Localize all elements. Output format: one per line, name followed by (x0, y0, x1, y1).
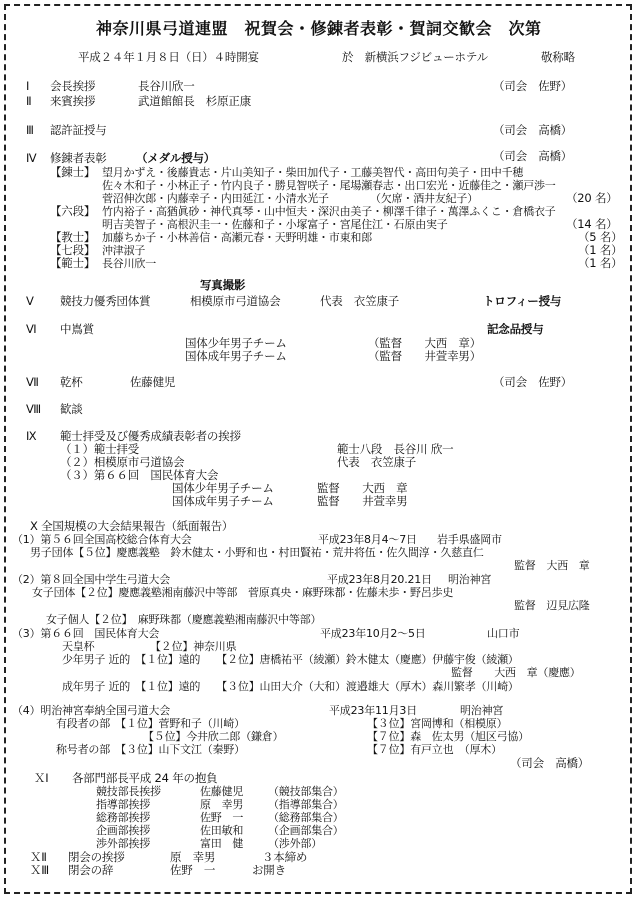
count: （1 名） (578, 243, 623, 257)
dept-role: 総務部挨拶 (96, 811, 150, 824)
event-venue: 於 新横浜フジビューホテル (342, 50, 488, 64)
result-place: 山口市 (487, 627, 520, 640)
dept-name: 富田 健 (200, 837, 244, 850)
section-num: Ⅴ (26, 294, 34, 308)
count: （14 名） (566, 217, 618, 231)
result-title: （1）第５６回全国高校総合体育大会 (12, 533, 192, 546)
section-num: Ⅲ (26, 123, 34, 137)
award-type: トロフィー授与 (483, 294, 562, 308)
section-num: Ⅶ (26, 375, 39, 389)
awardee-list: 菅沼伸次郎・内藤幸子・内田延江・小清水光子 (102, 192, 329, 205)
section-label: 来賓挨拶 (50, 94, 96, 108)
result-line: 女子団体【２位】慶應義塾湘南藤沢中等部 菅原真央・麻野珠都・佐藤未歩・野呂歩史 (32, 586, 454, 599)
section-label: 修錬者表彰 (50, 151, 107, 165)
section-num: Ⅱ (26, 94, 32, 108)
result-coach: 監督 辺見広隆 (514, 599, 590, 612)
page-title: 神奈川県弓道連盟 祝賀会・修錬者表彰・賀詞交歓会 次第 (96, 19, 542, 38)
result-line: 【７位】森 佐太男（旭区弓協） (367, 730, 529, 743)
result-line: 【５位】今井欣二郎（鎌倉） (143, 730, 284, 743)
section-num: Ⅵ (26, 322, 37, 336)
sub-item: （２）相模原市弓道協会 (60, 455, 185, 469)
count: （5 名） (578, 230, 623, 244)
speaker-name: 佐野 一 (170, 863, 216, 877)
mc-note: （司会 高橋） (510, 756, 590, 770)
team-coach: 監督 井萱幸男 (317, 494, 408, 508)
result-place: 明治神宮 (460, 704, 504, 717)
sub-item-right: 代表 衣笠康子 (337, 455, 417, 469)
awardee-list: 佐々木和子・小林正子・竹内良子・勝見智咲子・尾場瀬春志・出口宏光・近藤佳之・瀬戸渉一 (102, 179, 556, 192)
section-num: Ⅸ (26, 429, 37, 443)
result-line: 【７位】有戸立也 （厚木） (367, 743, 502, 756)
section-num: Ⅰ (26, 79, 30, 93)
dept-role: 企画部挨拶 (96, 824, 150, 837)
team-coach: （監督 井萱幸男） (368, 349, 481, 363)
section-num: ＸⅢ (30, 863, 50, 877)
section-label: 認許証授与 (50, 123, 107, 137)
rank-tag: 【七段】 (50, 243, 96, 257)
section-label: 閉会の挨拶 (68, 850, 125, 864)
section-heading: Ⅹ 全国規模の大会結果報告（紙面報告） (30, 519, 234, 533)
mc-note: （司会 佐野） (493, 375, 573, 389)
absent-note: （欠席・酒井友紀子） (370, 192, 478, 205)
result-line: 男子団体【５位】慶應義塾 鈴木健太・小野和也・村田賢祐・荒井将伍・佐久間淳・久慈直仁 (30, 546, 484, 559)
section-num: Ⅳ (26, 151, 37, 165)
dept-name: 原 幸男 (200, 798, 244, 811)
result-date: 平成23年8月20.21日 (327, 573, 432, 586)
award-rep: 代表 衣笠康子 (320, 294, 400, 308)
awardee-list: 望月かずえ・後藤貴志・片山美知子・柴田加代子・工藤美智代・高田句美子・田中千穂 (102, 166, 524, 179)
award-org: 相模原市弓道協会 (190, 294, 281, 308)
awardee-list: 竹内裕子・高猶眞砂・神代真琴・山中恒夫・深沢由美子・柳澤千律子・萬澤ふくこ・倉橋衣子 (102, 205, 556, 218)
dept-note: （総務部集合） (268, 811, 344, 824)
sub-item: （３）第６６回 国民体育大会 (60, 468, 219, 482)
awardee-list: 沖津淑子 (102, 244, 146, 257)
result-place: 明治神宮 (448, 573, 492, 586)
closing-note: ３本締め (262, 850, 308, 864)
dept-note: （指導部集合） (268, 798, 344, 811)
section-label: 乾杯 (60, 375, 83, 389)
result-line: 称号者の部 【３位】山下文江（秦野） (56, 743, 245, 756)
speaker-name: 原 幸男 (170, 850, 216, 864)
rank-tag: 【錬士】 (50, 165, 96, 179)
team-name: 国体成年男子チーム (185, 349, 287, 363)
sub-item: （１）範士拝受 (60, 442, 140, 456)
section-label: 各部門部長平成 24 年の抱負 (72, 771, 218, 785)
team-name: 国体少年男子チーム (172, 481, 274, 495)
awardee-list: 長谷川欣一 (102, 257, 156, 270)
award-type: 記念品授与 (487, 322, 544, 336)
result-place: 岩手県盛岡市 (437, 533, 502, 546)
result-line: 成年男子 近的 【１位】遠的 【３位】山田大介（大和）渡邉雄大（厚木）森川繁孝（川崎） (62, 680, 519, 693)
count: （1 名） (578, 256, 623, 270)
dept-name: 佐藤健児 (200, 785, 244, 798)
section-label: 中嶌賞 (60, 322, 94, 336)
awardee-list: 加藤ちか子・小林善信・高瀬元春・天野明雄・市東和郎 (102, 231, 372, 244)
result-line: 【３位】宮岡博和（相模原） (367, 717, 508, 730)
closing-note: お開き (252, 863, 286, 877)
dept-name: 佐田敏和 (200, 824, 244, 837)
photo-note: 写真撮影 (200, 278, 246, 292)
awardee-list: 明吉美智子・高根沢圭一・佐藤和子・小塚富子・宮尾住江・石原由実子 (102, 218, 448, 231)
result-date: 平成23年10月2〜5日 (320, 627, 426, 640)
dept-role: 渉外部挨拶 (96, 837, 150, 850)
result-line: 天皇杯 (62, 640, 95, 653)
dept-note: （競技部集合） (268, 785, 344, 798)
result-line: 女子個人【２位】 麻野珠都（慶應義塾湘南藤沢中等部） (46, 613, 322, 626)
honorifics-note: 敬称略 (541, 50, 575, 64)
rank-tag: 【六段】 (50, 204, 96, 218)
section-label: 閉会の辞 (68, 863, 114, 877)
dept-note: （企画部集合） (268, 824, 344, 837)
result-line: 有段者の部 【１位】菅野和子（川崎） (56, 717, 245, 730)
speaker-name: 佐藤健児 (130, 375, 176, 389)
section-num: ＸⅠ (34, 771, 49, 785)
result-title: （2）第８回全国中学生弓道大会 (12, 573, 170, 586)
event-date: 平成２４年１月８日（日）４時開宴 (78, 50, 259, 64)
section-num: Ⅷ (26, 402, 41, 416)
medal-note: （メダル授与） (136, 151, 216, 165)
rank-tag: 【教士】 (50, 230, 96, 244)
result-coach: 監督 大西 章 (514, 559, 590, 572)
count: （20 名） (566, 191, 618, 205)
result-date: 平成23年8月4〜7日 (318, 533, 417, 546)
section-num: ＸⅡ (30, 850, 47, 864)
team-coach: 監督 大西 章 (317, 481, 408, 495)
section-label: 範士拝受及び優秀成績表彰者の挨拶 (60, 429, 241, 443)
section-label: 競技力優秀団体賞 (60, 294, 151, 308)
result-line: 少年男子 近的 【１位】遠的 【２位】唐橋祐平（綾瀬）鈴木健太（慶應）伊藤宇俊（綾瀬） (62, 653, 519, 666)
mc-note: （司会 佐野） (493, 79, 573, 93)
result-line: 【２位】神奈川県 (150, 640, 237, 653)
team-coach: （監督 大西 章） (368, 336, 481, 350)
speaker-name: 長谷川欣一 (138, 79, 195, 93)
dept-role: 競技部長挨拶 (96, 785, 161, 798)
rank-tag: 【範士】 (50, 256, 96, 270)
result-date: 平成23年11月3日 (329, 704, 417, 717)
speaker-name: 武道館館長 杉原正康 (138, 94, 251, 108)
result-title: （4）明治神宮奉納全国弓道大会 (12, 704, 170, 717)
dept-role: 指導部挨拶 (96, 798, 150, 811)
section-label: 歓談 (60, 402, 83, 416)
team-name: 国体少年男子チーム (185, 336, 287, 350)
dept-name: 佐野 一 (200, 811, 244, 824)
dept-note: （渉外部） (268, 837, 322, 850)
mc-note: （司会 高橋） (493, 123, 573, 137)
result-coach: 監督 大西 章（慶應） (451, 666, 581, 679)
result-title: （3）第６６回 国民体育大会 (12, 627, 160, 640)
section-label: 会長挨拶 (50, 79, 96, 93)
sub-item-right: 範士八段 長谷川 欣一 (337, 442, 454, 456)
mc-note: （司会 高橋） (493, 149, 573, 163)
team-name: 国体成年男子チーム (172, 494, 274, 508)
